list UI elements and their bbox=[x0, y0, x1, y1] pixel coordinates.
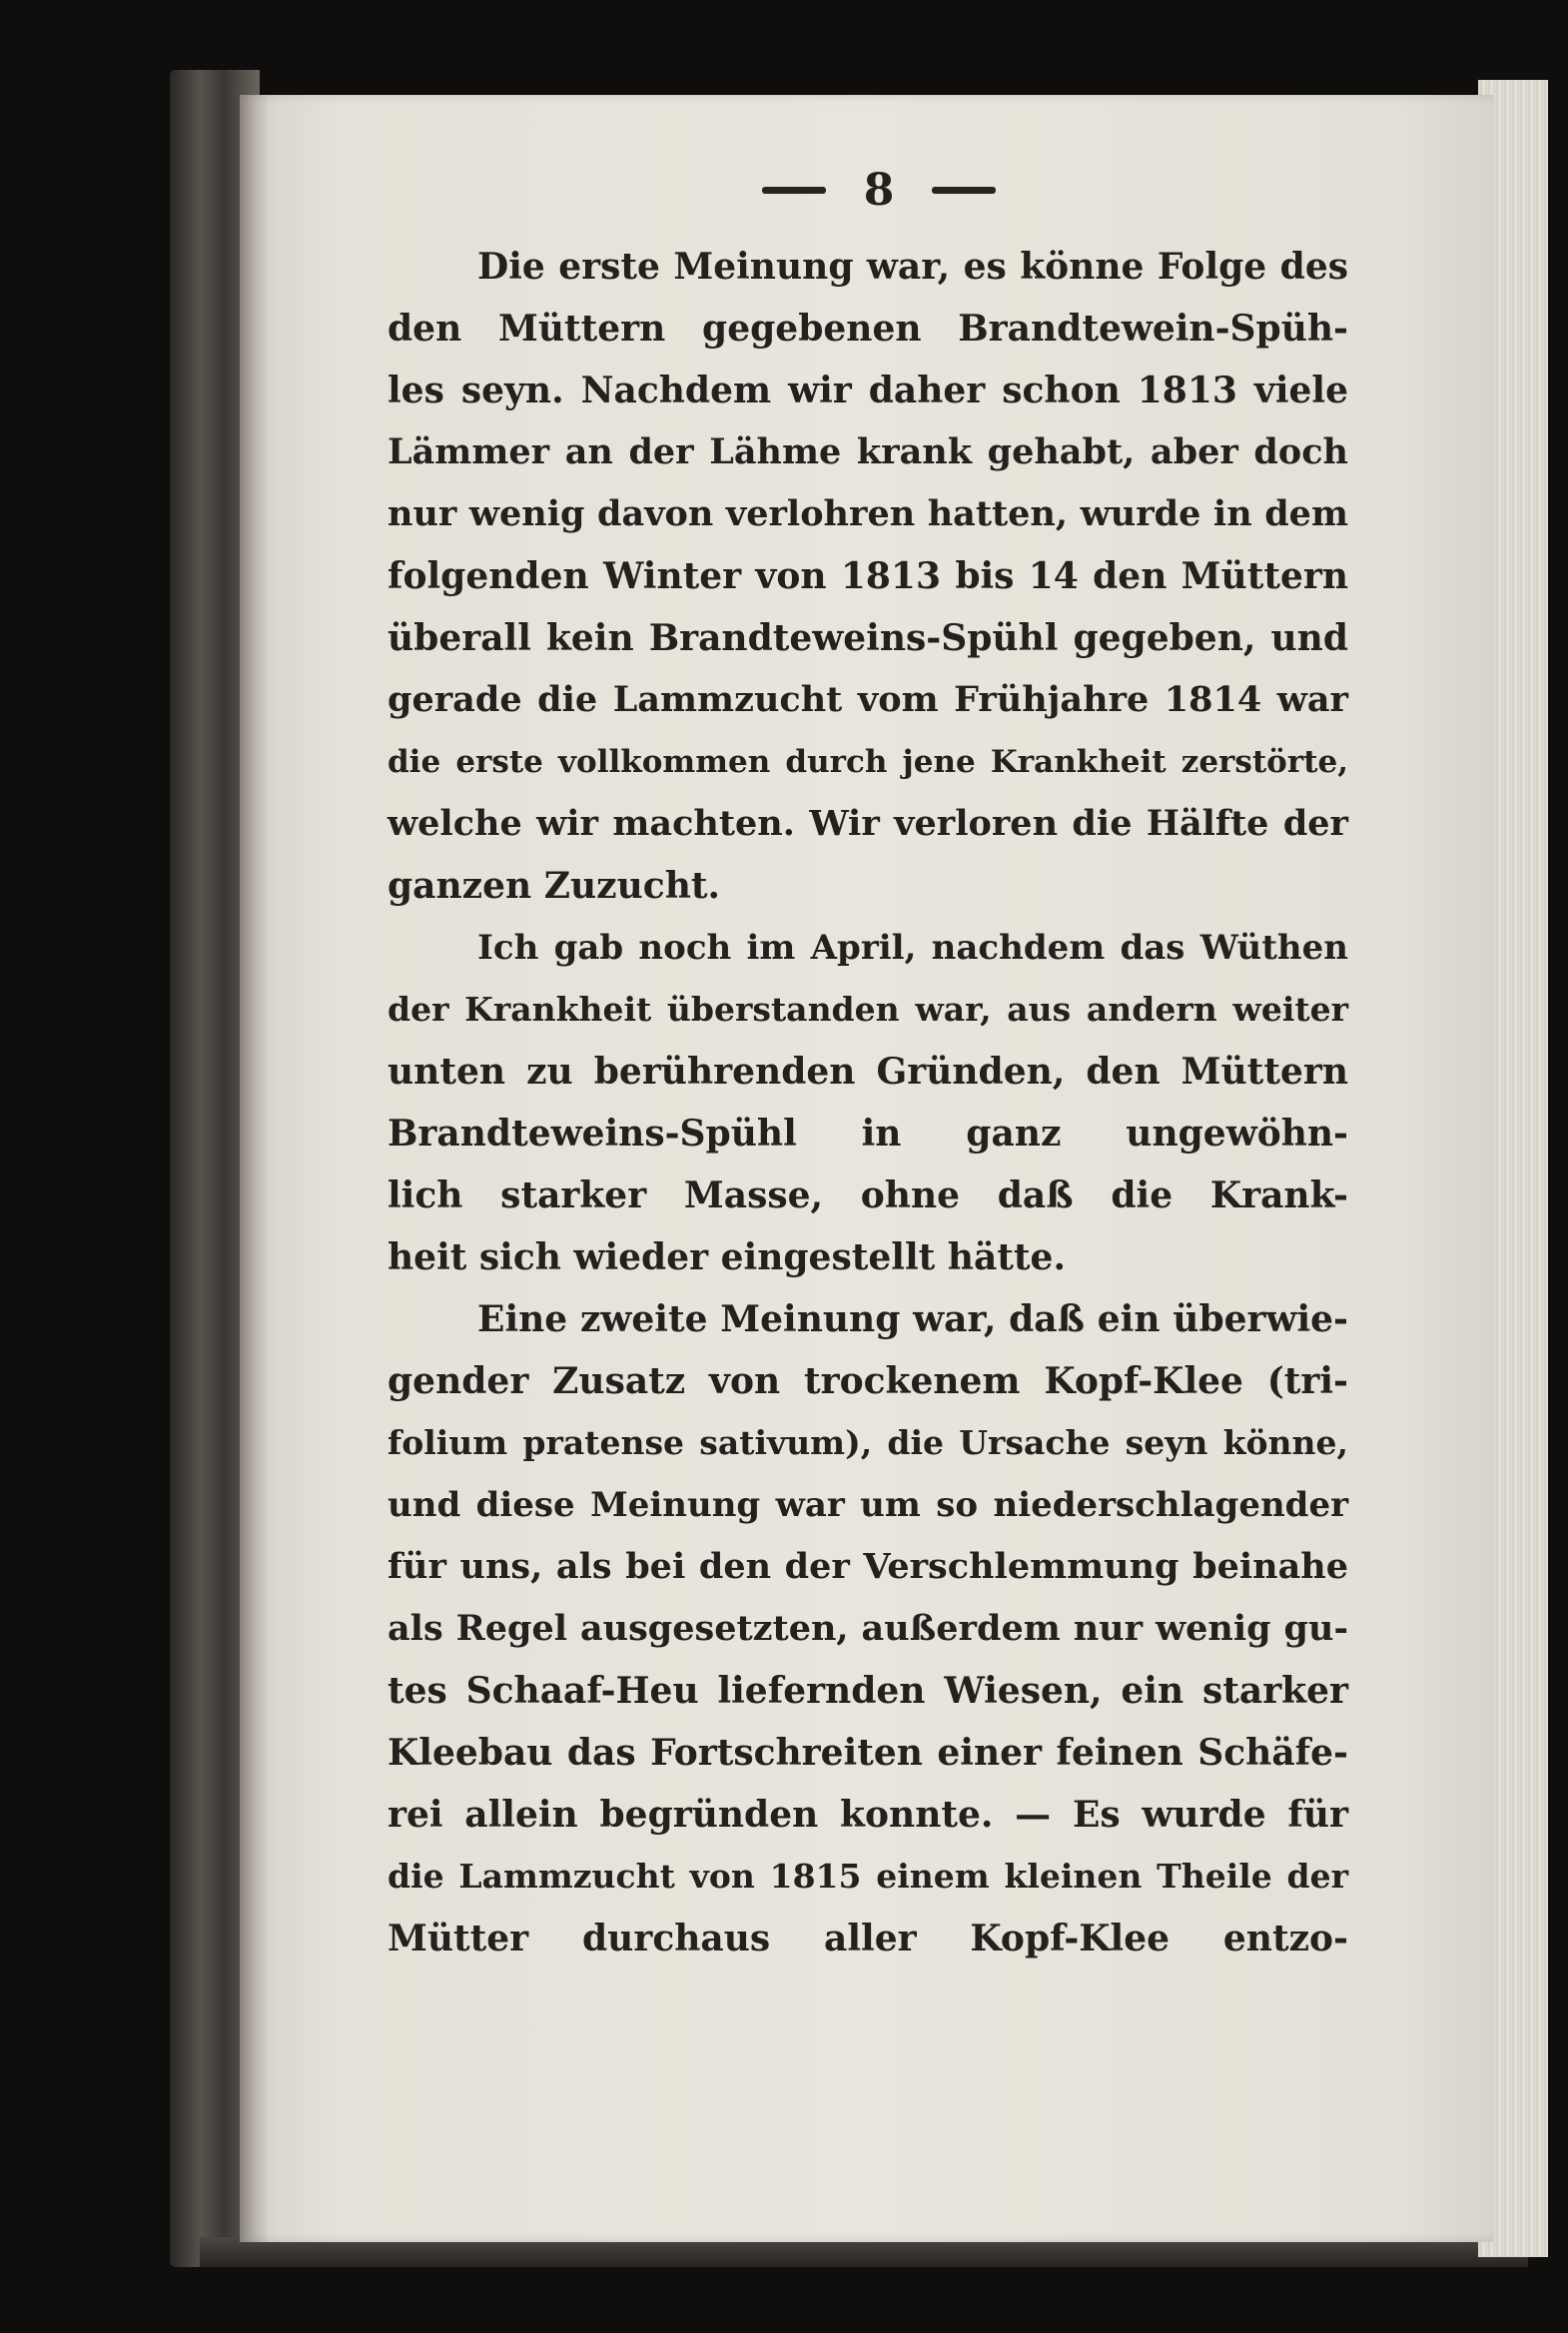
text-line: lich starker Masse, ohne daß die Krank- bbox=[388, 1174, 1348, 1216]
text-line: Eine zweite Meinung war, daß ein überwie- bbox=[477, 1298, 1348, 1340]
text-line: als Regel ausgesetzten, außerdem nur wenig gu- bbox=[388, 1608, 1348, 1649]
text-line: für uns, als bei den der Verschlemmung beinahe bbox=[388, 1546, 1348, 1587]
page-header bbox=[699, 160, 1059, 220]
text-line: Lämmer an der Lähme krank gehabt, aber doch bbox=[388, 431, 1348, 472]
text-line: welche wir machten. Wir verloren die Hälfte der bbox=[388, 803, 1348, 844]
text-line: überall kein Brandteweins-Spühl gegeben, und bbox=[388, 617, 1348, 659]
text-line: und diese Meinung war um so niederschlagender bbox=[388, 1485, 1348, 1525]
text-line: folgenden Winter von 1813 bis 14 den Müttern bbox=[388, 555, 1348, 597]
text-line: nur wenig davon verlohren hatten, wurde in dem bbox=[388, 493, 1348, 534]
header-dash-right bbox=[932, 187, 996, 194]
text-line: den Müttern gegebenen Brandtewein-Spüh- bbox=[388, 308, 1348, 350]
text-line: heit sich wieder eingestellt hätte. bbox=[388, 1236, 1066, 1278]
text-line: tes Schaaf-Heu liefernden Wiesen, ein starker bbox=[388, 1670, 1348, 1712]
text-line: rei allein begründen konnte. — Es wurde für bbox=[388, 1794, 1348, 1836]
header-dash-left bbox=[762, 187, 826, 194]
text-line: die erste vollkommen durch jene Krankheit zerstörte, bbox=[388, 744, 1348, 780]
text-line: der Krankheit überstanden war, aus andern weiter bbox=[388, 990, 1348, 1029]
text-line: folium pratense sativum), die Ursache seyn könne, bbox=[388, 1423, 1348, 1462]
text-line: les seyn. Nachdem wir daher schon 1813 viele bbox=[388, 370, 1348, 411]
text-line: ganzen Zuzucht. bbox=[388, 865, 721, 907]
page-gutter-shadow bbox=[240, 95, 270, 2242]
text-line: Brandteweins-Spühl in ganz ungewöhn- bbox=[388, 1113, 1348, 1155]
text-line: Die erste Meinung war, es könne Folge des bbox=[477, 246, 1348, 288]
text-line: Ich gab noch im April, nachdem das Wüthen bbox=[477, 928, 1348, 968]
text-line: Mütter durchaus aller Kopf-Klee entzo- bbox=[388, 1918, 1348, 1959]
text-line: die Lammzucht von 1815 einem kleinen Theile der bbox=[388, 1857, 1348, 1896]
text-line: unten zu berührenden Gründen, den Müttern bbox=[388, 1051, 1348, 1093]
page-number: 8 bbox=[863, 164, 895, 216]
page-body-text bbox=[388, 236, 1348, 1969]
text-line: Kleebau das Fortschreiten einer feinen Schäfe- bbox=[388, 1732, 1348, 1774]
text-line: gerade die Lammzucht vom Frühjahre 1814 war bbox=[388, 679, 1348, 720]
text-line: gender Zusatz von trockenem Kopf-Klee (tri- bbox=[388, 1360, 1348, 1402]
